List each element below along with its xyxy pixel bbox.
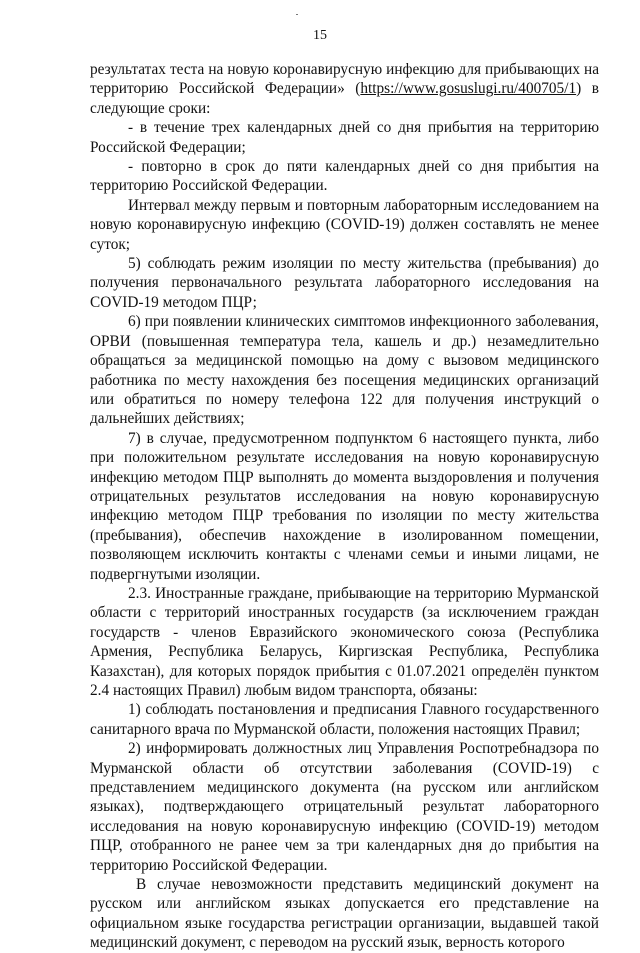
- paragraph-2-3-item-1: 1) соблюдать постановления и предписания Главного государственного санитарного врача по Мурманской области, положения настоящих Правил;: [90, 701, 599, 738]
- paragraph-item-5: 5) соблюдать режим изоляции по месту жительства (пребывания) до получения первоначального результата лабораторного исследования на COVID-19 методом ПЦР;: [90, 255, 599, 311]
- body-text: [90, 60, 599, 953]
- page-number: 15: [313, 28, 327, 43]
- paragraph-text: результатах теста на новую коронавирусную инфекцию для прибывающих на территорию Российской Федерации» (: [90, 61, 599, 98]
- paragraph-item-6: 6) при появлении клинических симптомов инфекционного заболевания, ОРВИ (повышенная температура тела, кашель и др.) незамедлительно обращаться за медицинской помощью на дому с вызовом медицинского работника по месту нахождения без посещения медицинских организаций или обратиться по номеру телефона 122 для получения инструкций о дальнейших действиях;: [90, 313, 599, 428]
- paragraph-interval: Интервал между первым и повторным лабораторным исследованием на новую коронавирусную инфекцию (COVID-19) должен составлять не менее суток;: [90, 196, 599, 253]
- paragraph-item-7: 7) в случае, предусмотренном подпунктом 6 настоящего пункта, либо при положительном результате исследования на новую коронавирусную инфекцию методом ПЦР выполнять до момента выздоровления и получения отрицательных результатов исследования на новую коронавирусную инфекцию методом ПЦР требования по изоляции по месту жительства (пребывания), обеспечив нахождение в изолированном помещении, позволяющем исключить контакты с членами семьи и иными лицами, не подвергнутыми изоляции.: [90, 429, 599, 583]
- paragraph-2-3-item-2: 2) информировать должностных лиц Управления Роспотребнадзора по Мурманской области об отсутствии заболевания (COVID-19) с представлением медицинского документа (на русском или английском языках), подтверждающего отрицательный результат лабораторного исследования на новую коронавирусную инфекцию (COVID-19) методом ПЦР, отобранного не ранее чем за три календарных дня до прибытия на территорию Российской Федерации.: [90, 740, 599, 874]
- paragraph-test-results: [90, 60, 599, 118]
- paragraph-second-test: - повторно в срок до пяти календарных дней со дня прибытия на территорию Российской Федерации.: [90, 158, 599, 195]
- paragraph-impossibility: В случае невозможности представить медицинский документ на русском или английском языках допускается его представление на официальном языке государства регистрации организации, выдавшей такой медицинский документ, с переводом на русский язык, верность которого: [90, 876, 599, 952]
- paragraph-first-test: - в течение трех календарных дней со дня прибытия на территорию Российской Федерации;: [90, 119, 599, 156]
- paragraph-section-2-3: 2.3. Иностранные граждане, прибывающие на территорию Мурманской области с территорий иностранных государств (за исключением граждан государств - членов Евразийского экономического союза (Республика Армения, Республика Беларусь, Киргизская Республика, Республика Казахстан), для которых порядок прибытия с 01.07.2021 определён пунктом 2.4 настоящих Правил) любым видом транспорта, обязаны:: [90, 584, 599, 699]
- paragraph-text: ) в следующие сроки:: [90, 80, 599, 117]
- gosuslugi-link[interactable]: https://www.gosuslugi.ru/400705/1: [360, 80, 577, 98]
- scan-speck: [296, 14, 298, 15]
